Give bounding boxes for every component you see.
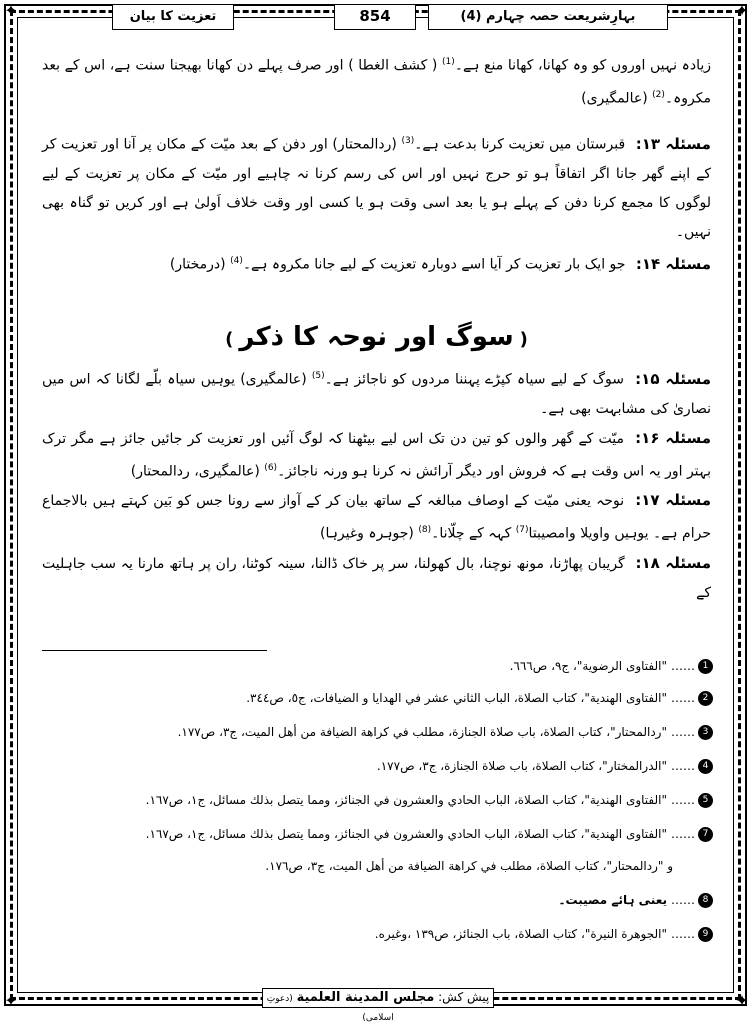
footnote-continuation: و "ردالمحتار"، كتاب الصلاة، مطلب في كراهة الضيافة من أهل الميت، ج٣، ص١٧٦. xyxy=(265,859,673,873)
footnote-number: 8 xyxy=(698,893,713,908)
footnote: 4……"الدرالمختار"، كتاب الصلاة، باب صلاة الجنازة، ج٣، ص١٧٧. xyxy=(42,756,713,776)
masala-13: مسئلہ ۱۳: قبرستان میں تعزیت کرنا بدعت ہے۔$^{(3)}$ (ردالمحتار) اور دفن کے بعد میّت کے مکان پر آنا اور تعزیت کر کے اپنے گھر جانا اگر اتفاقاً ہو تو حرج نہیں اور اس کی رسم کرنا نہ چاہیے اور میّت کے مکان پر تعزیت کے لیے لوگوں کا مجمع کرنا دفن کے پہلے ہو یا بعد اسی وقت ہو یا کسی اور وقت خلاف اَولیٰ ہے اور کریں تو گناہ بھی نہیں۔ xyxy=(42,134,711,240)
footnote: 8……یعنی ہائے مصیبت۔ xyxy=(42,890,713,910)
footnote-divider xyxy=(42,650,267,651)
corner-ornament-icon: ✦ xyxy=(735,991,749,1010)
masala-16: مسئلہ ۱۶: میّت کے گھر والوں کو تین دن تک اس لیے بیٹھنا کہ لوگ آئیں اور تعزیت کر جائیں جائز ہے مگر ترک بہتر اور یہ اس وقت ہے کہ فروش اور دیگر آرائش نہ کرنا ہو ورنہ ناجائز۔$^{(6)}$ (عالمگیری، ردالمحتار) xyxy=(42,428,712,480)
footnote: 2……"الفتاوی الهندیة"، كتاب الصلاة، الباب الثاني عشر في الهدايا و الضيافات، ج٥، ص٣٤٤. xyxy=(42,688,713,708)
corner-ornament-icon: ✦ xyxy=(735,1,749,20)
footnote-number: 4 xyxy=(698,759,713,774)
body-section-1 xyxy=(42,48,711,280)
page-number: 854 xyxy=(334,4,416,30)
footnote-number: 9 xyxy=(698,927,713,942)
section-heading: (سوگ اور نوحہ کا ذکر) xyxy=(225,322,528,352)
header-topic: تعزیت کا بیان xyxy=(112,4,234,30)
footnote-number: 5 xyxy=(698,793,713,808)
footnote: 3……"ردالمحتار"، كتاب الصلاة، باب صلاة الجنازة، مطلب في كراهة الضيافة من أهل الميت، ج٣، ص١٧٧. xyxy=(42,722,713,742)
masala-18: مسئلہ ۱۸: گریبان پھاڑنا، مونھ نوچنا، بال کھولنا، سر پر خاک ڈالنا، سینہ کوٹنا، ران پر ہاتھ مارنا یہ سب جاہلیت کے xyxy=(42,553,712,601)
body-section-2 xyxy=(42,362,711,608)
footnote: 5……"الفتاوی الهندیة"، كتاب الصلاة، الباب الحادي والعشرون في الجنائز، ومما يتصل بذلك مسائل، ج١، ص١٦٧. xyxy=(42,790,713,810)
footnote: 7……"الفتاوی الهندیة"، كتاب الصلاة، الباب الحادي والعشرون في الجنائز، ومما يتصل بذلك مسائل، ج١، ص١٦٧. xyxy=(42,824,713,844)
footnote-number: 7 xyxy=(698,827,713,842)
header-book-title: بہارِشریعت حصہ چہارم (4) xyxy=(428,4,668,30)
footnote-number: 1 xyxy=(698,659,713,674)
footnote-number: 2 xyxy=(698,691,713,706)
footnote: 1……"الفتاوی الرضویة"، ج۹، ص٦٦٦. xyxy=(42,656,713,676)
footnote-number: 3 xyxy=(698,725,713,740)
corner-ornament-icon: ✦ xyxy=(4,1,18,20)
masala-14: مسئلہ ۱۴: جو ایک بار تعزیت کر آیا اسے دوبارہ تعزیت کے لیے جانا مکروہ ہے۔$^{(4)}$ (درمختار) xyxy=(169,254,711,273)
masala-17: مسئلہ ۱۷: نوحہ یعنی میّت کے اوصاف مبالغہ کے ساتھ بیان کر کے آواز سے رونا جس کو بَین کہتے ہیں بالاجماع حرام ہے۔ یوہیں واویلا وامصیبتا$^{(7)}$ کہہ کے چلّانا۔$^{(8)}$ (جوہرہ وغیرہا) xyxy=(42,491,712,542)
paragraph: زیادہ نہیں اوروں کو وہ کھانا، کھانا منع ہے۔$^{(1)}$ ( کشف الغطا ) اور صرف پہلے دن کھانا بھیجنا سنت ہے، اس کے بعد مکروہ۔$^{(2)}$ (عالمگیری) xyxy=(42,57,712,107)
corner-ornament-icon: ✦ xyxy=(4,991,18,1010)
masala-15: مسئلہ ۱۵: سوگ کے لیے سیاہ کپڑے پہننا مردوں کو ناجائز ہے۔$^{(5)}$ (عالمگیری) یوہیں سیاہ بلّے لگانا کہ اس میں نصاریٰ کی مشابہت بھی ہے۔ xyxy=(42,369,712,417)
footnote: 9……"الجوهرة النيرة"، كتاب الصلاة، باب الجنائز، ص١٣٩ ،وغيره. xyxy=(42,924,713,944)
publisher-footer: پیش کش: مجلس المدينة العلمية (دعوتِ اسلامی) xyxy=(262,988,494,1008)
